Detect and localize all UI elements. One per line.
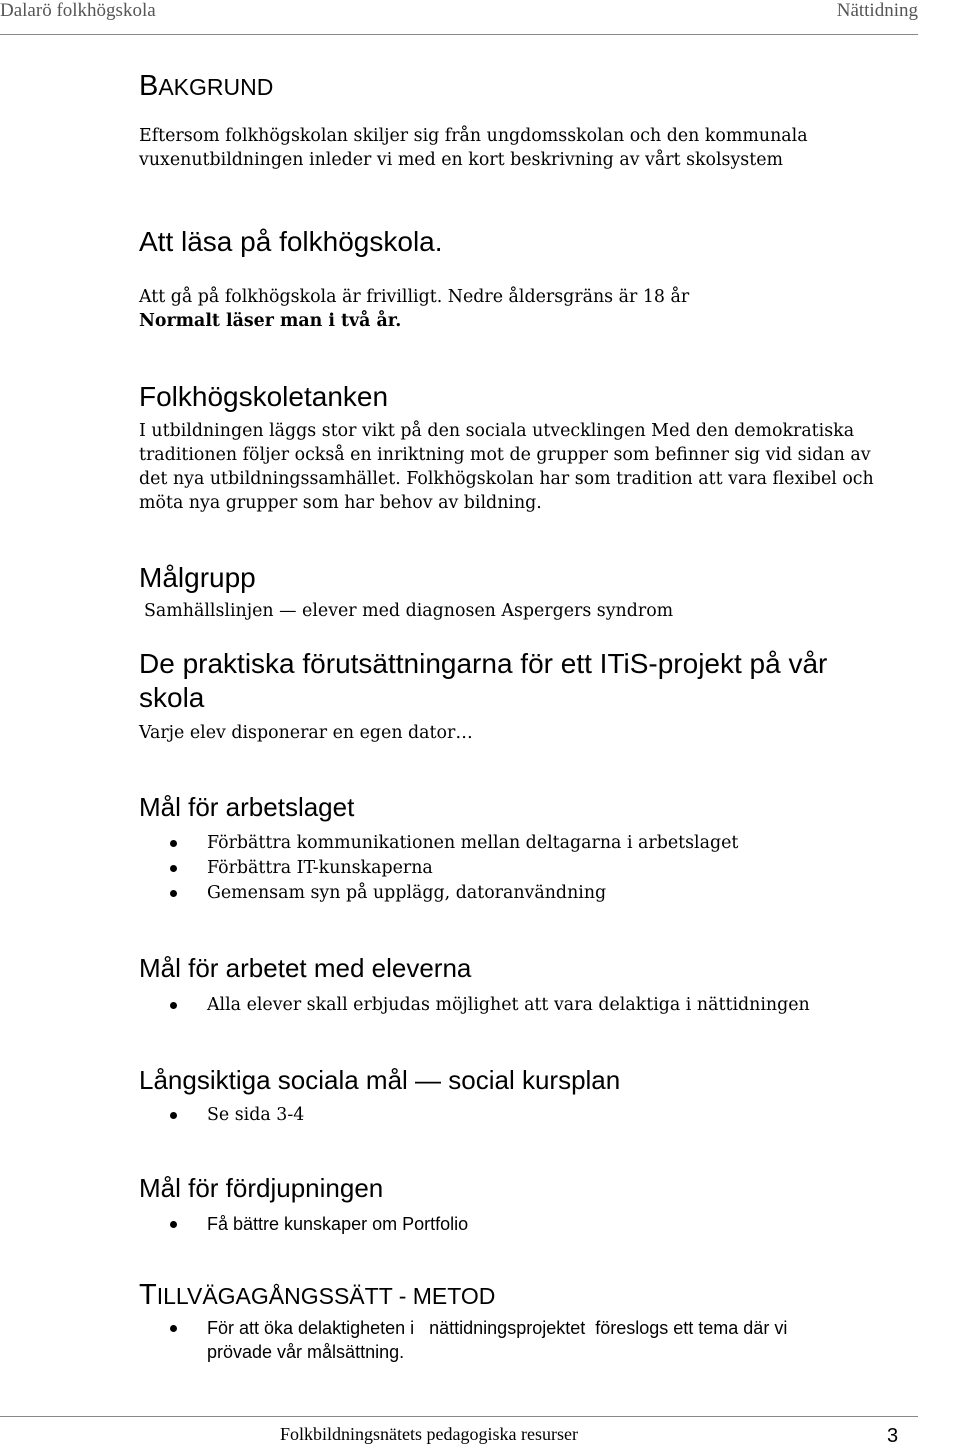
- heading-tillvagagangssatt-initial: T: [139, 1279, 157, 1311]
- list-item: Gemensam syn på upplägg, datoranvändning: [139, 881, 738, 906]
- list-item: [139, 1316, 899, 1364]
- mal-arbetslaget-list: [139, 831, 738, 906]
- heading-fordjupningen: Mål för fördjupningen: [139, 1173, 384, 1203]
- heading-mal-arbetslaget: Mål för arbetslaget: [139, 792, 355, 822]
- att-lasa-line: Att gå på folkhögskola är frivilligt. Nedre åldersgräns är 18 år: [139, 287, 690, 307]
- heading-malgrupp: Målgrupp: [139, 562, 256, 593]
- tillvagagangssatt-list: [139, 1316, 899, 1364]
- att-lasa-paragraph: [139, 285, 689, 333]
- heading-praktiska: [139, 647, 939, 715]
- folkhogskoletanken-line: traditionen följer också en inriktning mot de grupper som befinner sig vid sidan av: [139, 445, 871, 465]
- footer-text: Folkbildningsnätets pedagogiska resurser: [280, 1424, 578, 1444]
- list-item-line: prövade vår målsättning.: [207, 1342, 405, 1362]
- heading-langsiktiga: Långsiktiga sociala mål — social kursplan: [139, 1065, 621, 1095]
- malgrupp-text: Samhällslinjen — elever med diagnosen Aspergers syndrom: [144, 601, 674, 621]
- bakgrund-line: vuxenutbildningen inleder vi med en kort beskrivning av vårt skolsystem: [139, 150, 784, 170]
- heading-att-lasa: Att läsa på folkhögskola.: [139, 226, 443, 257]
- page-number: 3: [887, 1425, 899, 1447]
- list-item: Se sida 3-4: [139, 1103, 304, 1128]
- heading-bakgrund-initial: B: [139, 70, 159, 102]
- running-header: [0, 0, 960, 36]
- list-item: Förbättra IT-kunskaperna: [139, 856, 738, 881]
- list-item: Få bättre kunskaper om Portfolio: [139, 1212, 468, 1236]
- list-item: Förbättra kommunikationen mellan deltagarna i arbetslaget: [139, 831, 738, 856]
- heading-tillvagagangssatt: [139, 1278, 495, 1313]
- praktiska-text: Varje elev disponerar en egen dator…: [139, 723, 473, 743]
- langsiktiga-list: [139, 1103, 304, 1128]
- bakgrund-paragraph: [139, 124, 808, 172]
- heading-praktiska-line: De praktiska förutsättningarna för ett ITiS-projekt på vår: [139, 648, 828, 679]
- header-divider: [0, 34, 918, 35]
- header-school-name: Dalarö folkhögskola: [0, 0, 156, 21]
- heading-bakgrund: [139, 69, 273, 104]
- heading-tillvagagangssatt-rest: ILLVÄGAGÅNGSSÄTT - METOD: [156, 1283, 496, 1309]
- att-lasa-line-bold: Normalt läser man i två år.: [139, 311, 402, 331]
- mal-eleverna-list: [139, 993, 810, 1018]
- heading-mal-eleverna: Mål för arbetet med eleverna: [139, 953, 472, 983]
- list-item-line: För att öka delaktigheten i nättidningsprojektet föreslogs ett tema där vi: [207, 1318, 788, 1338]
- heading-bakgrund-rest: AKGRUND: [158, 74, 274, 100]
- fordjupningen-list: [139, 1212, 468, 1236]
- folkhogskoletanken-paragraph: [139, 419, 874, 515]
- folkhogskoletanken-line: I utbildningen läggs stor vikt på den sociala utvecklingen Med den demokratiska: [139, 421, 855, 441]
- footer-divider: [0, 1416, 918, 1417]
- bakgrund-line: Eftersom folkhögskolan skiljer sig från ungdomsskolan och den kommunala: [139, 126, 808, 146]
- folkhogskoletanken-line: möta nya grupper som har behov av bildning.: [139, 493, 542, 513]
- heading-folkhogskoletanken: Folkhögskoletanken: [139, 381, 389, 412]
- list-item: Alla elever skall erbjudas möjlighet att vara delaktiga i nättidningen: [139, 993, 810, 1018]
- header-publication-name: Nättidning: [836, 0, 918, 21]
- folkhogskoletanken-line: det nya utbildningssamhället. Folkhögskolan har som tradition att vara flexibel och: [139, 469, 874, 489]
- heading-praktiska-line: skola: [139, 682, 205, 713]
